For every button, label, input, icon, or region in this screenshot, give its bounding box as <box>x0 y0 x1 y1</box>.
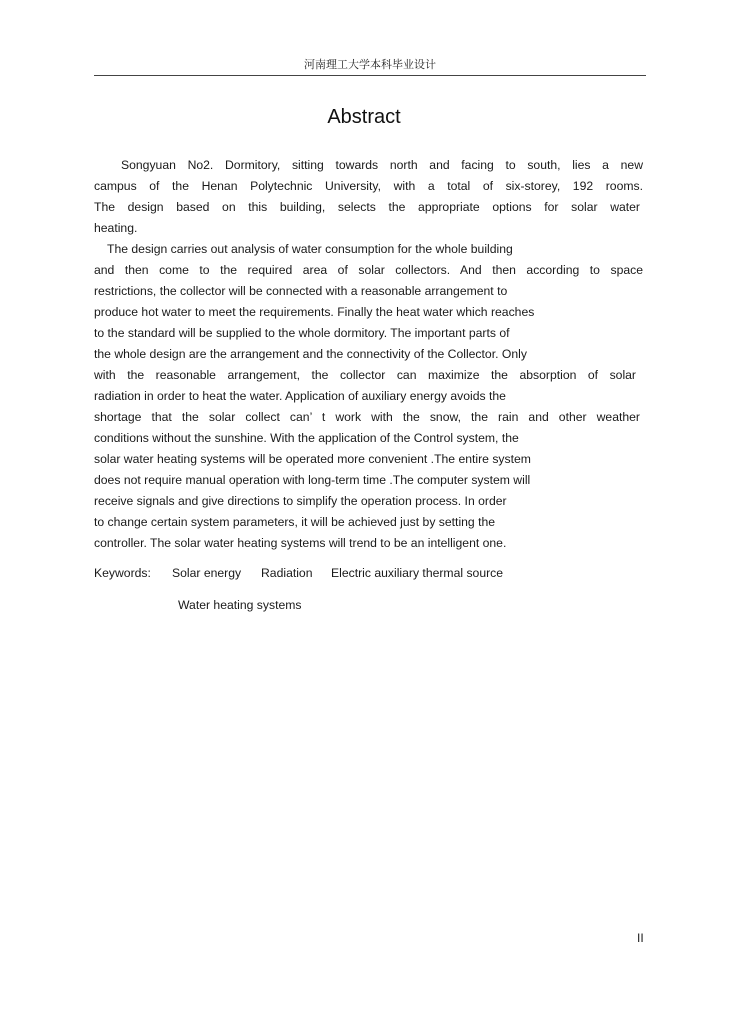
header-rule <box>94 75 646 76</box>
keyword-item: Radiation <box>261 566 313 580</box>
abstract-title: Abstract <box>327 106 401 128</box>
keyword-item: Solar energy <box>172 566 242 580</box>
abstract-line: to change certain system parameters, it will be achieved just by setting the <box>94 515 496 529</box>
abstract-line: to the standard will be supplied to the whole dormitory. The important parts of <box>94 326 510 340</box>
abstract-line: does not require manual operation with long-term time .The computer system will <box>94 473 531 487</box>
abstract-line: solar water heating systems will be operated more convenient .The entire system <box>94 452 531 466</box>
running-header: 河南理工大学本科毕业设计 <box>304 58 436 71</box>
abstract-line: receive signals and give directions to simplify the operation process. In order <box>94 494 507 508</box>
abstract-line: shortage that the solar collect can’ t work with the snow, the rain and other weather <box>94 410 640 424</box>
keywords-label: Keywords: <box>94 566 151 580</box>
abstract-line: and then come to the required area of solar collectors. And then according to space <box>94 263 643 277</box>
abstract-line: The design carries out analysis of water consumption for the whole building <box>107 242 513 256</box>
abstract-line: The design based on this building, selects the appropriate options for solar water <box>94 200 640 214</box>
abstract-line: produce hot water to meet the requirements. Finally the heat water which reaches <box>94 305 535 319</box>
abstract-line: heating. <box>94 221 138 235</box>
abstract-line: with the reasonable arrangement, the collector can maximize the absorption of solar <box>94 368 636 382</box>
abstract-line: radiation in order to heat the water. Application of auxiliary energy avoids the <box>94 389 506 403</box>
abstract-line: controller. The solar water heating systems will trend to be an intelligent one. <box>94 536 507 550</box>
abstract-line: the whole design are the arrangement and the connectivity of the Collector. Only <box>94 347 527 361</box>
keyword-item: Electric auxiliary thermal source <box>331 566 504 580</box>
abstract-line: conditions without the sunshine. With the application of the Control system, the <box>94 431 519 445</box>
page-number: II <box>637 931 644 945</box>
abstract-line: Songyuan No2. Dormitory, sitting towards north and facing to south, lies a new <box>121 158 643 172</box>
abstract-line: campus of the Henan Polytechnic University, with a total of six-storey, 192 rooms. <box>94 179 643 193</box>
abstract-line: restrictions, the collector will be connected with a reasonable arrangement to <box>94 284 508 298</box>
keyword-item: Water heating systems <box>178 598 302 612</box>
